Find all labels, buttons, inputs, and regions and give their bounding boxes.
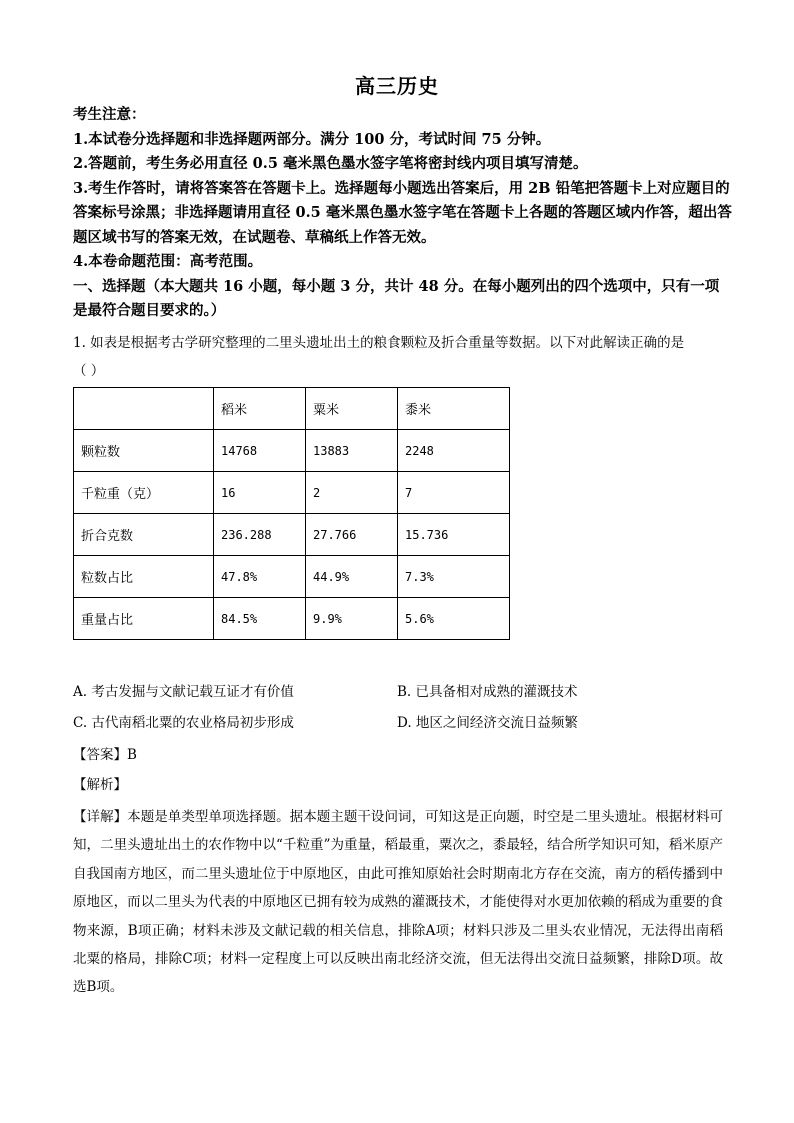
table-cell: 27.766 (306, 514, 398, 556)
table-header-cell: 稻米 (214, 388, 306, 430)
table-cell: 47.8% (214, 556, 306, 598)
table-header-cell (74, 388, 214, 430)
notice-item: 4.本卷命题范围：高考范围。 (73, 253, 263, 270)
answer-blank: （ ） (73, 363, 105, 379)
table-cell: 5.6% (398, 598, 510, 640)
table-header-cell: 黍米 (398, 388, 510, 430)
table-cell: 84.5% (214, 598, 306, 640)
row-label: 颗粒数 (74, 430, 214, 472)
table-cell: 44.9% (306, 556, 398, 598)
table-cell: 15.736 (398, 514, 510, 556)
grain-data-table (73, 387, 510, 640)
option-c: C. 古代南稻北粟的农业格局初步形成 (73, 715, 294, 731)
section-heading: 一、选择题（本大题共 16 小题，每小题 3 分，共计 48 分。在每小题列出的四个选项中，只有一项是最符合题目要求的。） (73, 277, 720, 319)
row-label: 折合克数 (74, 514, 214, 556)
table-row (74, 472, 510, 514)
notice-item: 1.本试卷分选择题和非选择题两部分。满分 100 分，考试时间 75 分钟。 (73, 130, 551, 148)
table-header-cell: 粟米 (306, 388, 398, 430)
table-row (74, 598, 510, 640)
row-label: 重量占比 (74, 598, 214, 640)
table-cell: 2248 (398, 430, 510, 472)
option-b: B. 已具备相对成熟的灌溉技术 (397, 684, 578, 700)
analysis-label: 【解析】 (73, 777, 127, 793)
row-label: 粒数占比 (74, 556, 214, 598)
option-d: D. 地区之间经济交流日益频繁 (397, 715, 578, 731)
notice-heading: 考生注意： (73, 106, 146, 123)
table-header-row (74, 388, 510, 430)
exam-notice (73, 103, 733, 324)
table-cell: 2 (306, 472, 398, 514)
option-a: A. 考古发掘与文献记载互证才有价值 (73, 684, 294, 700)
detail-explanation: 【详解】本题是单类型单项选择题。据本题主题干设问词，可知这是正向题，时空是二里头遗址。根据材料可知，二里头遗址出土的农作物中以“千粒重”为重量，稻最重，粟次之，黍最轻，结合所学知识可知，稻米原产自我国南方地区，而二里头遗址位于中原地区，由此可推知原始社会时期南北方存在交流，南方的稻传播到中原地区，而以二里头为代表的中原地区已拥有较为成熟的灌溉技术，才能使得对水更加依赖的稻成为重要的食物来源，B项正确；材料未涉及文献记载的相关信息，排除A项；材料只涉及二里头农业情况，无法得出南稻北粟的格局，排除C项；材料一定程度上可以反映出南北经济交流，但无法得出交流日益频繁，排除D项。故选B项。 (73, 809, 723, 996)
table-cell: 7 (398, 472, 510, 514)
table-cell: 16 (214, 472, 306, 514)
table-row (74, 430, 510, 472)
table-cell: 14768 (214, 430, 306, 472)
table-cell: 13883 (306, 430, 398, 472)
notice-item: 3.考生作答时，请将答案答在答题卡上。选择题每小题选出答案后，用 2B 铅笔把答题卡上对应题目的答案标号涂黑；非选择题请用直径 0.5 毫米黑色墨水签字笔在答题卡上各题的答题区域内作答，超出答题区域书写的答案无效，在试题卷、草稿纸上作答无效。 (73, 179, 732, 246)
table-cell: 9.9% (306, 598, 398, 640)
table-cell: 236.288 (214, 514, 306, 556)
table-row (74, 514, 510, 556)
question-1 (73, 329, 733, 385)
table-cell: 7.3% (398, 556, 510, 598)
question-stem: 1. 如表是根据考古学研究整理的二里头遗址出土的粮食颗粒及折合重量等数据。以下对此解读正确的是 (73, 335, 685, 351)
notice-item: 2.答题前，考生务必用直径 0.5 毫米黑色墨水签字笔将密封线内项目填写清楚。 (73, 155, 588, 172)
answer-line: 【答案】B (73, 747, 137, 763)
table-row (74, 556, 510, 598)
row-label: 千粒重（克） (74, 472, 214, 514)
page-title: 高三历史 (355, 74, 439, 98)
